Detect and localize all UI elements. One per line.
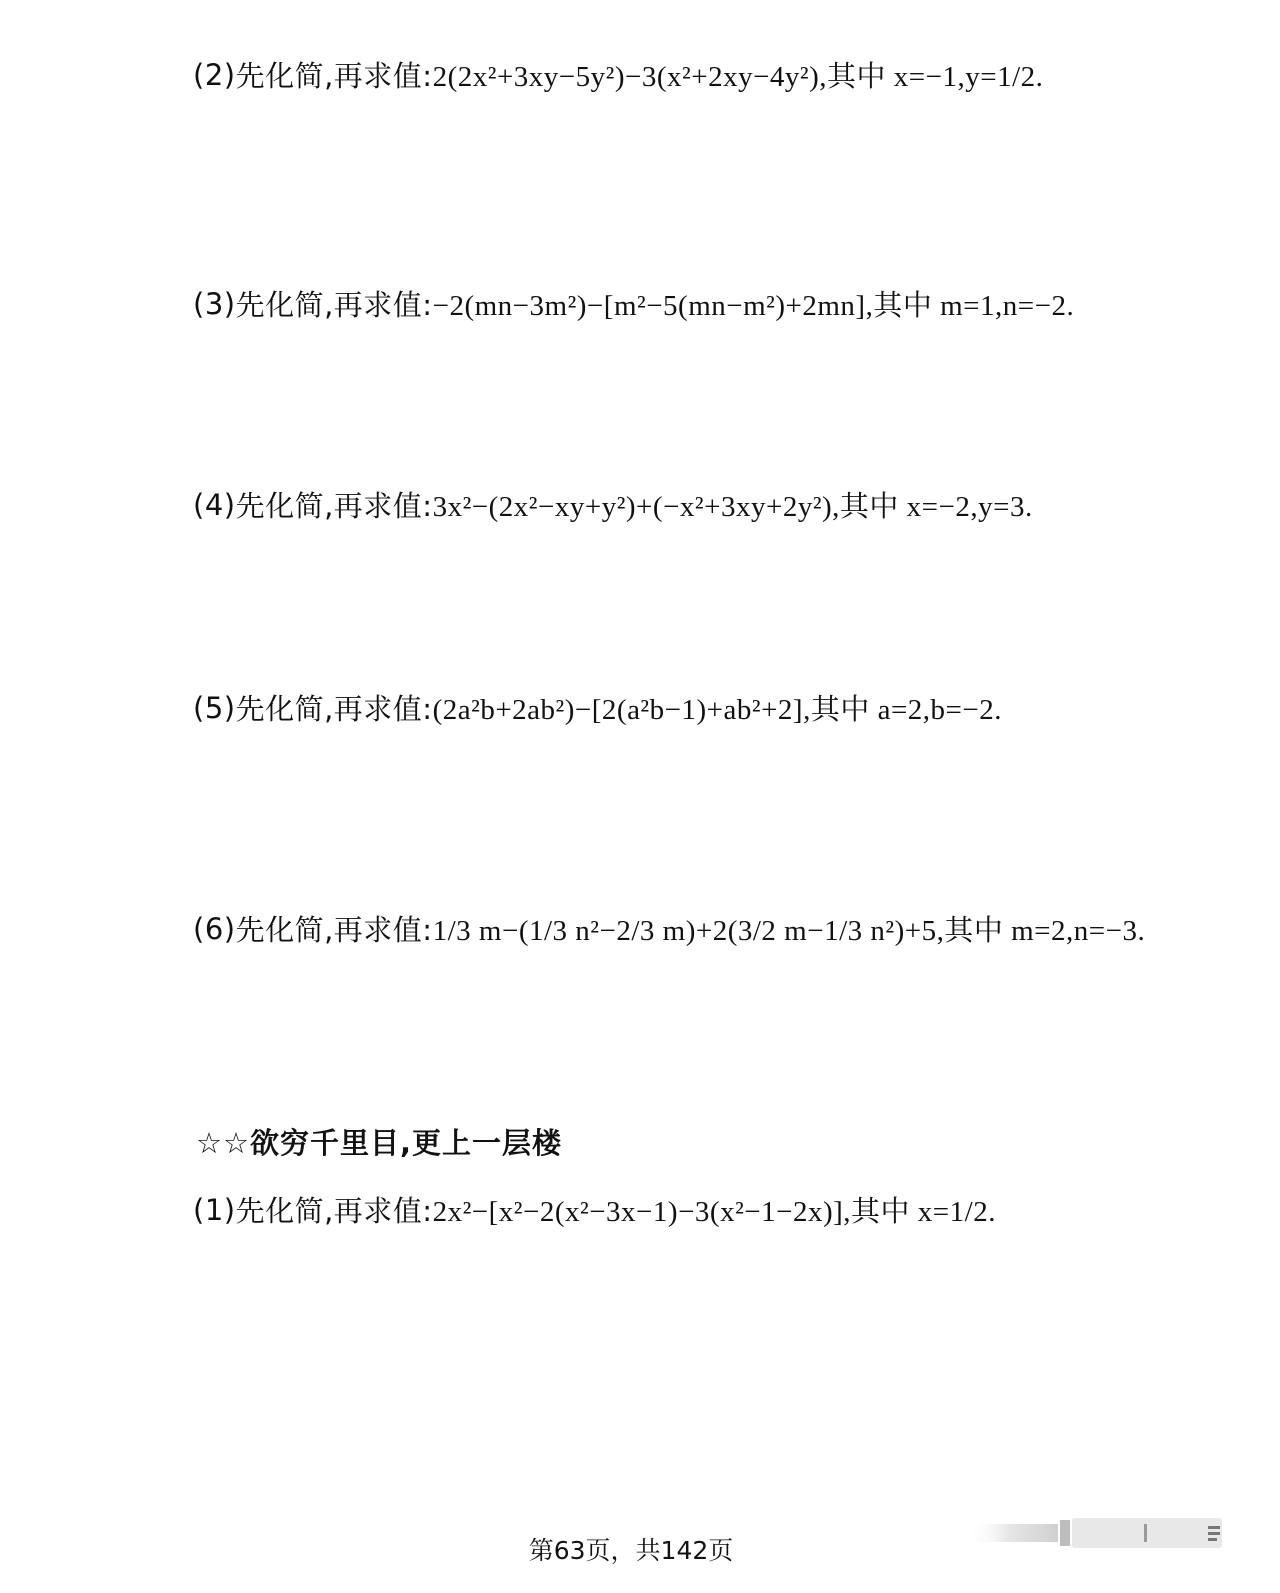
problem-instruction: 先化简,再求值: xyxy=(235,59,433,93)
problem-5 xyxy=(193,687,1002,728)
problem-expression: 2(2x²+3xy−5y²)−3(x²+2xy−4y²),其中 x=−1,y=1/2. xyxy=(432,61,1044,93)
problem-number: (6) xyxy=(193,911,236,946)
problem-expression: 1/3 m−(1/3 n²−2/3 m)+2(3/2 m−1/3 n²)+5,其中 m=2,n=−3. xyxy=(432,915,1146,947)
problem-expression: 3x²−(2x²−xy+y²)+(−x²+3xy+2y²),其中 x=−2,y=3. xyxy=(432,491,1033,523)
problem-6 xyxy=(193,908,1145,949)
problem-3 xyxy=(193,283,1074,324)
problem-2 xyxy=(193,54,1043,95)
problem-number: (4) xyxy=(193,487,236,522)
problem-expression: −2(mn−3m²)−[m²−5(mn−m²)+2mn],其中 m=1,n=−2. xyxy=(432,290,1075,322)
problem-instruction: 先化简,再求值: xyxy=(235,288,433,322)
section-problem-1 xyxy=(193,1189,996,1230)
problem-instruction: 先化简,再求值: xyxy=(235,692,433,726)
page-footer: 第63页，共142页 xyxy=(528,1536,734,1565)
problem-number: (2) xyxy=(193,57,236,92)
problem-instruction: 先化简,再求值: xyxy=(235,489,433,523)
section-title: ☆☆欲穷千里目,更上一层楼 xyxy=(196,1126,563,1160)
problem-expression: 2x²−[x²−2(x²−3x−1)−3(x²−1−2x)],其中 x=1/2. xyxy=(432,1196,996,1228)
problem-number: (3) xyxy=(193,286,236,321)
problem-expression: (2a²b+2ab²)−[2(a²b−1)+ab²+2],其中 a=2,b=−2. xyxy=(432,694,1003,726)
problem-number: (5) xyxy=(193,690,236,725)
problem-4 xyxy=(193,484,1033,525)
problem-number: (1) xyxy=(193,1192,236,1227)
problem-instruction: 先化简,再求值: xyxy=(235,913,433,947)
problem-instruction: 先化简,再求值: xyxy=(235,1194,433,1228)
